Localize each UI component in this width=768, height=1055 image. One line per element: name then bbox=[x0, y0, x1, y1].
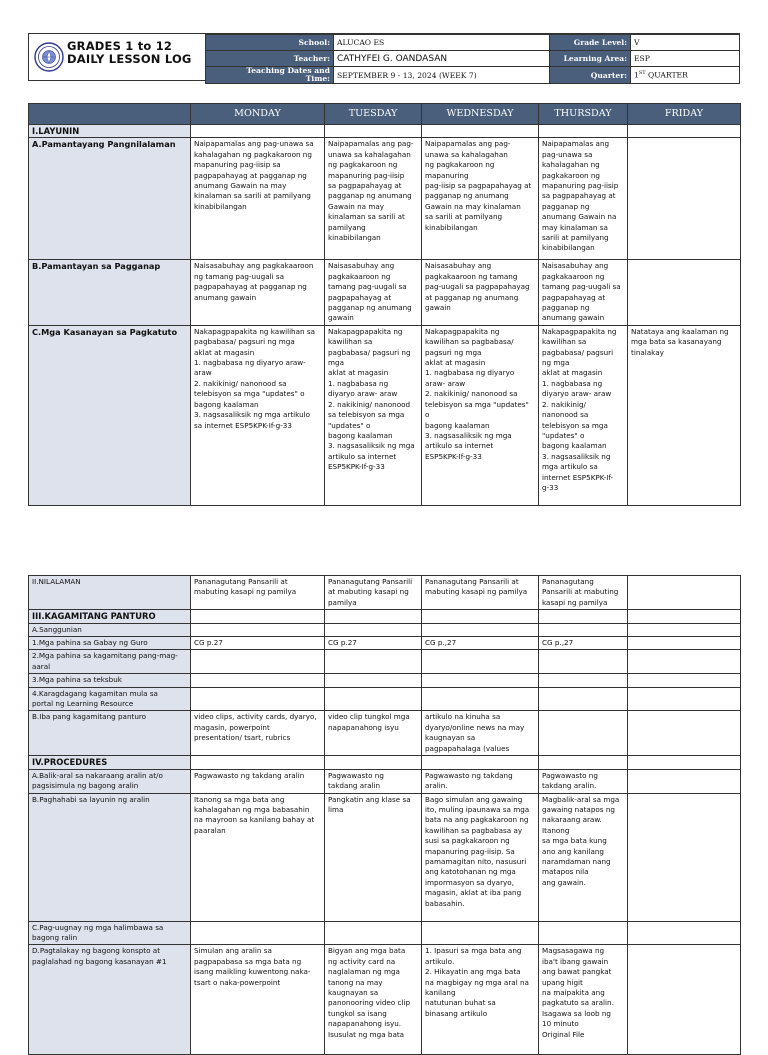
cell-tuesday bbox=[325, 623, 422, 636]
table-row bbox=[29, 711, 741, 756]
section-empty-cell bbox=[325, 125, 422, 138]
cell-wednesday bbox=[422, 687, 539, 711]
section-label: IV.PROCEDURES bbox=[29, 756, 191, 769]
day-header-friday: FRIDAY bbox=[628, 104, 741, 125]
cell-wednesday bbox=[422, 623, 539, 636]
learning-area-label: Learning Area: bbox=[550, 51, 631, 67]
cell-wednesday bbox=[422, 674, 539, 687]
section-empty-cell bbox=[325, 756, 422, 769]
table-row bbox=[29, 769, 741, 793]
table-row bbox=[29, 576, 741, 610]
cell-monday bbox=[191, 921, 325, 945]
cell-tuesday: Naipapamalas ang pag- unawa sa kahalagahan ng pagkakaroon ng mapanuring pag-iisip sa pagpapahayag at pagganap ng anumang Gawain na may kinalaman sa sarili at pamilyang kinabibilangan bbox=[325, 138, 422, 260]
logo-cell bbox=[29, 34, 205, 80]
section-empty-cell bbox=[628, 610, 741, 623]
cell-wednesday: Naipapamalas ang pag- unawa sa kahalagahan ng pagkakaroon ng mapanuring pag-iisip sa pagpapahayag at pagganap ng anumang Gawain na may kinalaman sa sarili at pamilyang kinabibilangan bbox=[422, 138, 539, 260]
table-row bbox=[29, 260, 741, 325]
cell-thursday bbox=[539, 623, 628, 636]
table-row bbox=[29, 674, 741, 687]
cell-tuesday: Nakapagpapakita ng kawilihan sa pagbabasa/ pagsuri ng mga aklat at magasin 1. nagbabasa ng diyaryo araw- araw 2. nakikinig/ nanonood sa telebisyon sa mga "updates" o bagong kaalaman 3. nagsasaliksik ng mga artikulo sa internet ESP5KPK-If-g-33 bbox=[325, 325, 422, 505]
cell-thursday bbox=[539, 650, 628, 674]
cell-wednesday: CG p.,27 bbox=[422, 637, 539, 650]
cell-friday bbox=[628, 687, 741, 711]
cell-wednesday: artikulo na kinuha sa dyaryo/online news na may kaugnayan sa pagpapahalaga (values bbox=[422, 711, 539, 756]
section-row-layunin bbox=[29, 125, 741, 138]
cell-thursday: Pananagutang Pansarili at mabuting kasapi ng pamilya bbox=[539, 576, 628, 610]
cell-wednesday: Pagwawasto ng takdang aralin. bbox=[422, 769, 539, 793]
section-empty-cell bbox=[628, 756, 741, 769]
cell-thursday: Naisasabuhay ang pagkakaaroon ng tamang pag-uugali sa pagpapahayag at pagganap ng anumang gawain bbox=[539, 260, 628, 325]
cell-tuesday bbox=[325, 650, 422, 674]
cell-tuesday: video clip tungkol mga napapanahong isyu bbox=[325, 711, 422, 756]
cell-monday: Pananagutang Pansarili at mabuting kasapi ng pamilya bbox=[191, 576, 325, 610]
cell-monday bbox=[191, 623, 325, 636]
cell-wednesday: Nakapagpapakita ng kawilihan sa pagbabasa/ pagsuri ng mga aklat at magasin 1. nagbabasa ng diyaryo araw- araw 2. nakikinig/ nanonood sa telebisyon sa mga "updates" o bagong kaalaman 3. nagsasaliksik ng mga artikulo sa internet ESP5KPK-If-g-33 bbox=[422, 325, 539, 505]
school-value: ALUCAO ES bbox=[334, 35, 550, 51]
row-label: A.Sanggunian bbox=[29, 623, 191, 636]
row-label: D.Pagtalakay ng bagong konspto at paglalahad ng bagong kasanayan #1 bbox=[29, 945, 191, 1055]
cell-tuesday: Pagwawasto ng takdang aralin bbox=[325, 769, 422, 793]
section-empty-cell bbox=[539, 125, 628, 138]
cell-friday bbox=[628, 945, 741, 1055]
table-row bbox=[29, 325, 741, 505]
cell-friday bbox=[628, 650, 741, 674]
row-label: 3.Mga pahina sa teksbuk bbox=[29, 674, 191, 687]
cell-friday bbox=[628, 138, 741, 260]
cell-thursday: Magbalik-aral sa mga gawaing natapos ng nakaraang araw. Itanong sa mga bata kung ano ang kanilang naramdaman nang matapos nila ang gawain. bbox=[539, 793, 628, 921]
section-empty-cell bbox=[628, 125, 741, 138]
section-empty-cell bbox=[191, 125, 325, 138]
table-row bbox=[29, 793, 741, 921]
cell-wednesday: 1. Ipasuri sa mga bata ang artikulo. 2. Hikayatin ang mga bata na magbigay ng mga aral na kanilang natutunan buhat sa binasang artikulo bbox=[422, 945, 539, 1055]
cell-thursday bbox=[539, 687, 628, 711]
row-label: C.Mga Kasanayan sa Pagkatuto bbox=[29, 325, 191, 505]
quarter-value: 1ST QUARTER bbox=[631, 67, 740, 84]
learning-area-value: ESP bbox=[631, 51, 740, 67]
cell-friday bbox=[628, 674, 741, 687]
section-empty-cell bbox=[191, 756, 325, 769]
cell-tuesday: Pangkatin ang klase sa lima bbox=[325, 793, 422, 921]
section-empty-cell bbox=[325, 610, 422, 623]
table-row bbox=[29, 921, 741, 945]
section-empty-cell bbox=[539, 756, 628, 769]
section-empty-cell bbox=[422, 610, 539, 623]
teacher-label: Teacher: bbox=[206, 51, 334, 67]
row-label: 1.Mga pahina sa Gabay ng Guro bbox=[29, 637, 191, 650]
deped-seal-icon bbox=[34, 38, 64, 76]
row-label: A.Pamantayang Pangnilalaman bbox=[29, 138, 191, 260]
cell-friday bbox=[628, 711, 741, 756]
row-label: C.Pag-uugnay ng mga halimbawa sa bagong ralin bbox=[29, 921, 191, 945]
title-line-2: DAILY LESSON LOG bbox=[67, 52, 192, 66]
section-row bbox=[29, 756, 741, 769]
quarter-label: Quarter: bbox=[550, 67, 631, 84]
grade-level-value: V bbox=[631, 35, 740, 51]
cell-tuesday: Naisasabuhay ang pagkakaaroon ng tamang pag-uugali sa pagpapahayag at pagganap ng anumang gawain bbox=[325, 260, 422, 325]
section-empty-cell bbox=[422, 125, 539, 138]
row-label: B.Pamantayan sa Pagganap bbox=[29, 260, 191, 325]
teaching-dates-label: Teaching Dates and Time: bbox=[206, 67, 334, 84]
row-label: B.Paghahabi sa layunin ng aralin bbox=[29, 793, 191, 921]
row-label: 4.Karagdagang kagamitan mula sa portal ng Learning Resource bbox=[29, 687, 191, 711]
cell-friday bbox=[628, 637, 741, 650]
cell-tuesday bbox=[325, 674, 422, 687]
page-title bbox=[67, 40, 192, 66]
cell-thursday: Nakapagpapakita ng kawilihan sa pagbabasa/ pagsuri ng mga aklat at magasin 1. nagbabasa ng diyaryo araw- araw 2. nakikinig/ nanonood sa telebisyon sa mga "updates" o bagong kaalaman 3. nagsasaliksik ng mga artikulo sa internet ESP5KPK-If- g-33 bbox=[539, 325, 628, 505]
section-label-layunin: I.LAYUNIN bbox=[29, 125, 191, 138]
cell-tuesday: Pananagutang Pansarili at mabuting kasapi ng pamilya bbox=[325, 576, 422, 610]
cell-monday bbox=[191, 674, 325, 687]
row-label: II.NILALAMAN bbox=[29, 576, 191, 610]
table-row bbox=[29, 623, 741, 636]
cell-tuesday bbox=[325, 687, 422, 711]
cell-wednesday bbox=[422, 650, 539, 674]
cell-monday: Pagwawasto ng takdang aralin bbox=[191, 769, 325, 793]
cell-monday: video clips, activity cards, dyaryo, magasin, powerpoint presentation/ tsart, rubrics bbox=[191, 711, 325, 756]
grade-level-label: Grade Level: bbox=[550, 35, 631, 51]
teaching-dates-value: SEPTEMBER 9 - 13, 2024 (WEEK 7) bbox=[334, 67, 550, 84]
cell-friday: Natataya ang kaalaman ng mga bata sa kasanayang tinalakay bbox=[628, 325, 741, 505]
cell-tuesday: CG p.27 bbox=[325, 637, 422, 650]
cell-wednesday: Bago simulan ang gawaing ito, muling ipaunawa sa mga bata na ang pagkakaroon ng kawilihan sa pagbabasa ay susi sa pagkakaroon ng mapanuring pag-iisip. Sa pamamagitan nito, nasusuri ang katotohanan ng mga impormasyon sa dyaryo, magasin, aklat at iba pang babasahin. bbox=[422, 793, 539, 921]
section-empty-cell bbox=[539, 610, 628, 623]
cell-thursday: Pagwawasto ng takdang aralin. bbox=[539, 769, 628, 793]
cell-friday bbox=[628, 769, 741, 793]
day-header-wednesday: WEDNESDAY bbox=[422, 104, 539, 125]
table-row bbox=[29, 945, 741, 1055]
day-header-thursday: THURSDAY bbox=[539, 104, 628, 125]
table-row bbox=[29, 138, 741, 260]
cell-friday bbox=[628, 623, 741, 636]
cell-friday bbox=[628, 576, 741, 610]
day-header-monday: MONDAY bbox=[191, 104, 325, 125]
cell-monday: Naipapamalas ang pag-unawa sa kahalagahan ng pagkakaroon ng mapanuring pag-iisip sa pagpapahayag at pagganap ng anumang Gawain na may kinalaman sa sarili at pamilyang kinabibilangan bbox=[191, 138, 325, 260]
table-row bbox=[29, 650, 741, 674]
cell-monday: CG p.27 bbox=[191, 637, 325, 650]
cell-wednesday bbox=[422, 921, 539, 945]
cell-monday: Itanong sa mga bata ang kahalagahan ng mga babasahin na mayroon sa kanilang bahay at paaralan bbox=[191, 793, 325, 921]
row-label: A.Balik-aral sa nakaraang aralin at/o pagsisimula ng bagong aralin bbox=[29, 769, 191, 793]
cell-tuesday: Bigyan ang mga bata ng activity card na naglalaman ng mga tanong na may kaugnayan sa panonooring video clip tungkol sa isang napapanahong isyu. Isusulat ng mga bata bbox=[325, 945, 422, 1055]
cell-thursday bbox=[539, 674, 628, 687]
corner-cell bbox=[29, 104, 191, 125]
cell-thursday bbox=[539, 711, 628, 756]
cell-friday bbox=[628, 793, 741, 921]
school-label: School: bbox=[206, 35, 334, 51]
cell-thursday: Naipapamalas ang pag-unawa sa kahalagahan ng pagkakaroon ng mapanuring pag-iisip sa pagpapahayag at pagganap ng anumang Gawain na may kinalaman sa sarili at pamilyang kinabibilangan bbox=[539, 138, 628, 260]
day-header-tuesday: TUESDAY bbox=[325, 104, 422, 125]
cell-thursday: Magsasagawa ng iba't ibang gawain ang bawat pangkat upang higit na maipakita ang pagkatuto sa aralin. Isagawa sa loob ng 10 minuto Original File bbox=[539, 945, 628, 1055]
cell-monday: Simulan ang aralin sa pagpapabasa sa mga bata ng isang maikling kuwentong naka- tsart o naka-powerpoint bbox=[191, 945, 325, 1055]
header-info-grid bbox=[205, 34, 740, 84]
cell-wednesday: Pananagutang Pansarili at mabuting kasapi ng pamilya bbox=[422, 576, 539, 610]
cell-friday bbox=[628, 260, 741, 325]
cell-monday bbox=[191, 687, 325, 711]
row-label: B.Iba pang kagamitang panturo bbox=[29, 711, 191, 756]
cell-thursday: CG p.,27 bbox=[539, 637, 628, 650]
table-row bbox=[29, 687, 741, 711]
lesson-table-procedures bbox=[28, 575, 741, 1055]
cell-tuesday bbox=[325, 921, 422, 945]
section-label: III.KAGAMITANG PANTURO bbox=[29, 610, 191, 623]
table-row bbox=[29, 637, 741, 650]
section-row bbox=[29, 610, 741, 623]
section-empty-cell bbox=[422, 756, 539, 769]
header-block bbox=[28, 33, 740, 81]
row-label: 2.Mga pahina sa kagamitang pang-mag- aaral bbox=[29, 650, 191, 674]
title-line-1: GRADES 1 to 12 bbox=[67, 39, 173, 53]
teacher-value: CATHYFEI G. OANDASAN bbox=[334, 51, 550, 67]
cell-monday: Naisasabuhay ang pagkakaaroon ng tamang pag-uugali sa pagpapahayag at pagganap ng anumang gawain bbox=[191, 260, 325, 325]
section-empty-cell bbox=[191, 610, 325, 623]
cell-friday bbox=[628, 921, 741, 945]
cell-monday bbox=[191, 650, 325, 674]
lesson-table-objectives bbox=[28, 103, 741, 506]
cell-wednesday: Naisasabuhay ang pagkakaaroon ng tamang pag-uugali sa pagpapahayag at pagganap ng anumang gawain bbox=[422, 260, 539, 325]
cell-thursday bbox=[539, 921, 628, 945]
cell-monday: Nakapagpapakita ng kawilihan sa pagbabasa/ pagsuri ng mga aklat at magasin 1. nagbabasa ng diyaryo araw- araw 2. nakikinig/ nanonood sa telebisyon sa mga "updates" o bagong kaalaman 3. nagsasaliksik ng mga artikulo sa internet ESP5KPK-If-g-33 bbox=[191, 325, 325, 505]
